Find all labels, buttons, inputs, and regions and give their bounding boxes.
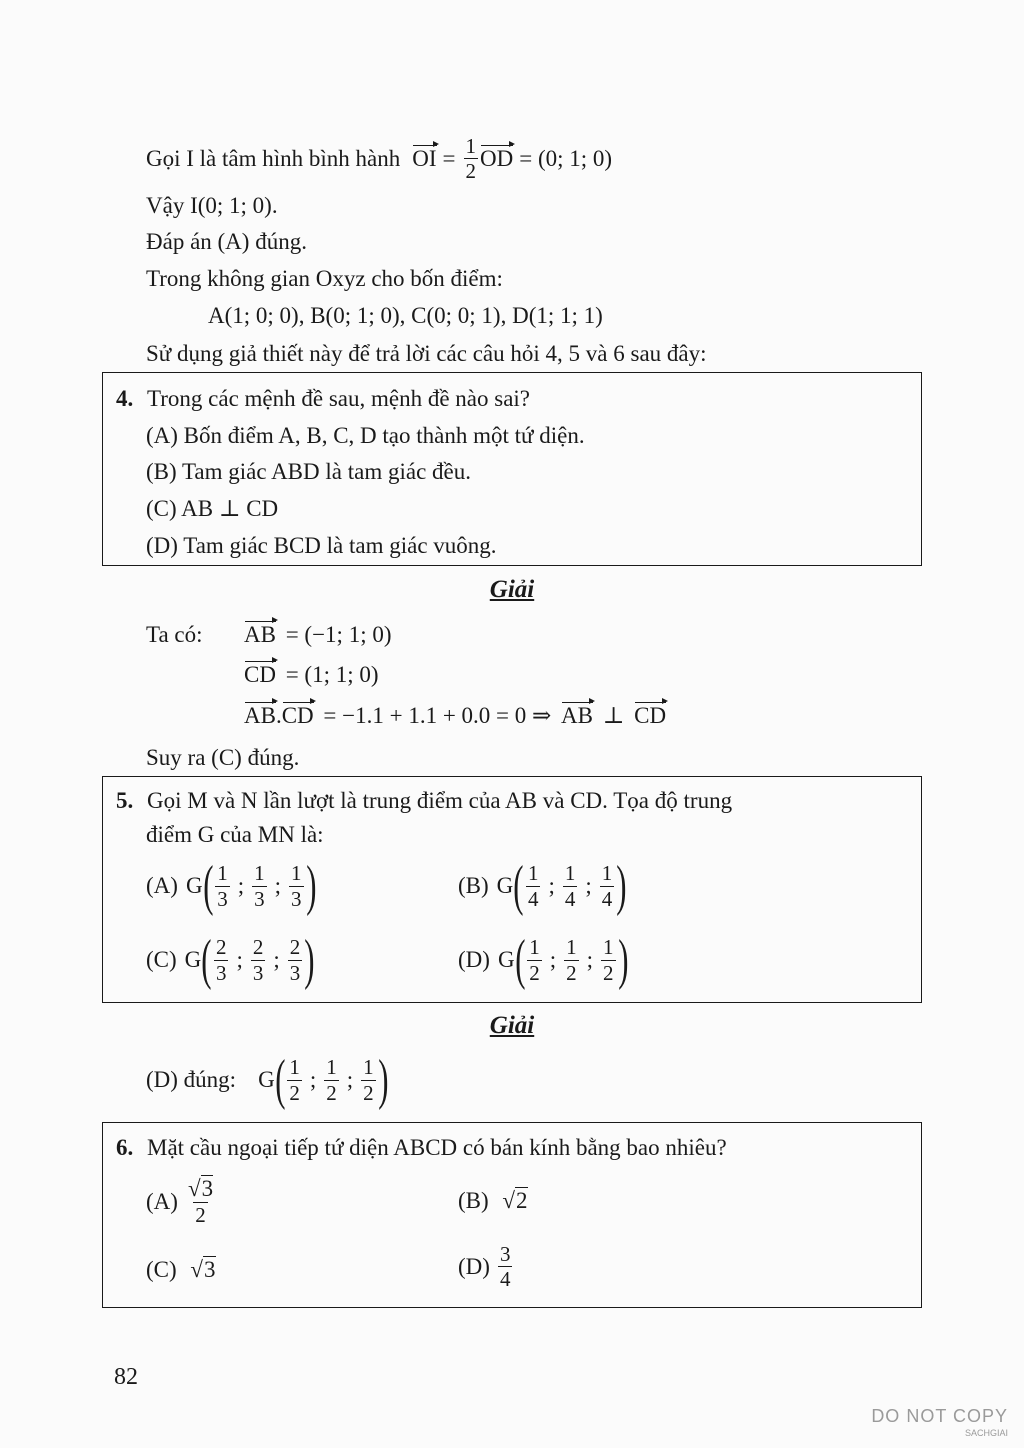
option-label: (B) — [458, 873, 489, 898]
fraction-numerator: 1 — [601, 861, 613, 886]
watermark-main-text: DO NOT COPY — [871, 1406, 1008, 1426]
semicolon: ; — [548, 873, 555, 898]
dot-operator: . — [275, 703, 282, 728]
question-number: 4. — [116, 386, 134, 411]
fraction — [361, 1055, 376, 1104]
fraction — [251, 935, 266, 984]
semicolon: ; — [585, 873, 592, 898]
radicand: 2 — [516, 1188, 528, 1213]
intro-line-2: Vậy I(0; 1; 0). — [146, 193, 278, 218]
square-root — [502, 1188, 527, 1213]
fraction-numerator: 1 — [363, 1055, 374, 1080]
semicolon: ; — [273, 947, 280, 972]
option-label: (D) — [458, 947, 490, 972]
fraction — [564, 935, 579, 984]
fraction-denominator: 2 — [566, 960, 577, 985]
question-6-option-a — [146, 1176, 217, 1228]
fraction — [563, 861, 578, 910]
fraction-denominator: 4 — [601, 886, 613, 911]
fraction — [287, 1055, 302, 1104]
fraction-numerator: 1 — [529, 935, 540, 960]
fraction — [527, 935, 542, 984]
question-6-option-d — [458, 1242, 514, 1291]
option-label: (C) — [146, 1257, 177, 1282]
fraction-denominator: 3 — [289, 960, 301, 985]
fraction-denominator: 3 — [254, 886, 265, 911]
fraction — [526, 861, 541, 910]
fraction — [601, 935, 616, 984]
vector-cd: CD — [634, 701, 666, 731]
radical-sign: √ — [502, 1188, 516, 1213]
vector-oi: OI — [412, 144, 436, 174]
fraction — [289, 861, 304, 910]
question-5-option-b — [458, 855, 627, 917]
semicolon: ; — [274, 873, 281, 898]
watermark-sub-text: SACHGIAI — [964, 1428, 1008, 1438]
intro-line-4: Trong không gian Oxyz cho bốn điểm: — [146, 266, 503, 291]
point-g: G — [258, 1067, 275, 1092]
fraction-numerator: 2 — [289, 935, 301, 960]
left-paren: ( — [513, 855, 524, 917]
question-5-prompt-line-1 — [116, 786, 732, 816]
fraction-numerator — [186, 1176, 215, 1202]
vector-ab: AB — [561, 701, 593, 731]
fraction-denominator: 2 — [363, 1080, 374, 1105]
question-4-option-b: (B) Tam giác ABD là tam giác đều. — [146, 459, 471, 484]
fraction-numerator: 1 — [465, 134, 477, 158]
fraction-denominator: 4 — [499, 1267, 511, 1292]
solution-4-conclusion: Suy ra (C) đúng. — [146, 745, 300, 770]
vector-ab: AB — [244, 701, 276, 731]
fraction-numerator: 1 — [566, 935, 577, 960]
left-paren: ( — [201, 929, 212, 991]
fraction-denominator: 4 — [564, 886, 576, 911]
right-paren: ) — [377, 1049, 389, 1111]
solution-4-heading: Giải — [489, 576, 535, 603]
intro-text: Gọi I là tâm hình bình hành — [146, 145, 401, 171]
fraction-denominator: 2 — [465, 159, 477, 184]
intro-line-3: Đáp án (A) đúng. — [146, 229, 307, 254]
vector-cd-value: = (1; 1; 0) — [285, 662, 379, 687]
dot-product-value: = −1.1 + 1.1 + 0.0 = 0 ⇒ — [323, 703, 552, 728]
vector-cd: CD — [282, 701, 314, 731]
fraction-denominator: 2 — [289, 1080, 300, 1105]
semicolon: ; — [309, 1067, 317, 1092]
question-number: 6. — [116, 1135, 134, 1160]
fraction — [186, 1176, 215, 1228]
fraction-numerator: 2 — [252, 935, 264, 960]
fraction-numerator: 1 — [603, 935, 614, 960]
point-g: G — [497, 947, 515, 972]
fraction-denominator: 3 — [215, 960, 227, 985]
answer-label: (D) đúng: — [146, 1067, 237, 1092]
solution-4-ab-line — [244, 620, 392, 650]
question-4-option-d: (D) Tam giác BCD là tam giác vuông. — [146, 533, 497, 558]
question-5-option-c — [146, 929, 315, 991]
point-g: G — [496, 873, 514, 898]
solution-4-dot-line — [244, 701, 666, 731]
fraction — [324, 1055, 339, 1104]
radicand: 3 — [204, 1257, 216, 1282]
intro-line-6: Sử dụng giả thiết này để trả lời các câu hỏi 4, 5 và 6 sau đây: — [146, 341, 707, 366]
vector-od: OD — [480, 144, 513, 174]
fraction-numerator: 1 — [564, 861, 576, 886]
fraction-denominator: 2 — [603, 960, 614, 985]
point-g: G — [185, 873, 203, 898]
question-4-prompt — [116, 384, 530, 414]
right-paren: ) — [305, 855, 316, 917]
option-label: (D) — [458, 1253, 490, 1279]
question-text: Trong các mệnh đề sau, mệnh đề nào sai? — [147, 386, 531, 411]
fraction — [600, 861, 615, 910]
fraction-numerator: 1 — [527, 861, 539, 886]
question-5-prompt-line-2: điểm G của MN là: — [146, 822, 324, 847]
fraction — [215, 861, 230, 910]
solution-4-cd-line — [244, 660, 379, 690]
semicolon: ; — [549, 947, 557, 972]
vector-cd: CD — [244, 660, 276, 690]
question-6-option-b — [458, 1186, 528, 1216]
fraction-numerator: 1 — [217, 861, 228, 886]
fraction — [498, 1242, 513, 1291]
fraction-numerator: 3 — [499, 1242, 511, 1266]
semicolon: ; — [586, 947, 593, 972]
square-root — [190, 1257, 215, 1282]
radical-sign: √ — [187, 1176, 201, 1201]
watermark-logo — [871, 1401, 1008, 1438]
question-text: Mặt cầu ngoại tiếp tứ diện ABCD có bán kính bằng bao nhiêu? — [147, 1135, 727, 1160]
point-g: G — [184, 947, 202, 972]
solution-5-answer — [146, 1049, 389, 1111]
page-number: 82 — [114, 1364, 138, 1390]
fraction-numerator: 1 — [289, 1055, 300, 1080]
fraction-half — [464, 134, 479, 183]
radical-sign: √ — [190, 1257, 204, 1282]
intro-line-1 — [146, 134, 612, 183]
fraction-denominator: 4 — [527, 886, 539, 911]
semicolon: ; — [237, 873, 245, 898]
left-paren: ( — [202, 855, 214, 917]
radicand: 3 — [201, 1176, 214, 1201]
fraction-numerator: 1 — [291, 861, 302, 886]
semicolon: ; — [346, 1067, 354, 1092]
fraction-denominator: 3 — [252, 960, 264, 985]
fraction — [252, 861, 267, 910]
question-5-option-a — [146, 855, 316, 917]
solution-4-ta-co: Ta có: — [146, 622, 203, 647]
equals-sign: = — [442, 145, 456, 171]
fraction-denominator: 3 — [291, 886, 302, 911]
vector-ab-value: = (−1; 1; 0) — [285, 622, 392, 647]
option-label: (B) — [458, 1188, 489, 1213]
fraction-denominator: 2 — [326, 1080, 337, 1105]
question-text: Gọi M và N lần lượt là trung điểm của AB và CD. Tọa độ trung — [147, 788, 733, 813]
vector-ab: AB — [244, 620, 276, 650]
semicolon: ; — [236, 947, 243, 972]
question-6-prompt — [116, 1133, 727, 1163]
question-4-option-a: (A) Bốn điểm A, B, C, D tạo thành một tứ diện. — [146, 423, 585, 448]
left-paren: ( — [514, 929, 526, 991]
fraction-denominator: 3 — [217, 886, 228, 911]
intro-result: = (0; 1; 0) — [519, 145, 613, 171]
question-number: 5. — [116, 788, 134, 813]
intro-points: A(1; 0; 0), B(0; 1; 0), C(0; 0; 1), D(1; 1; 1) — [208, 303, 603, 328]
fraction-denominator: 2 — [195, 1203, 206, 1228]
right-paren: ) — [304, 929, 315, 991]
perpendicular-symbol: ⊥ — [602, 703, 625, 728]
right-paren: ) — [616, 855, 627, 917]
option-label: (A) — [146, 1188, 178, 1214]
fraction — [288, 935, 303, 984]
question-4-option-c: (C) AB ⊥ CD — [146, 496, 279, 521]
option-label: (A) — [146, 873, 178, 898]
fraction-denominator: 2 — [529, 960, 540, 985]
question-5-option-d — [458, 929, 628, 991]
right-paren: ) — [617, 929, 628, 991]
fraction-numerator: 2 — [215, 935, 227, 960]
solution-5-heading: Giải — [489, 1012, 535, 1039]
fraction — [214, 935, 229, 984]
option-label: (C) — [146, 947, 177, 972]
fraction-numerator: 1 — [254, 861, 265, 886]
left-paren: ( — [274, 1049, 286, 1111]
fraction-numerator: 1 — [326, 1055, 337, 1080]
question-6-option-c — [146, 1255, 216, 1285]
